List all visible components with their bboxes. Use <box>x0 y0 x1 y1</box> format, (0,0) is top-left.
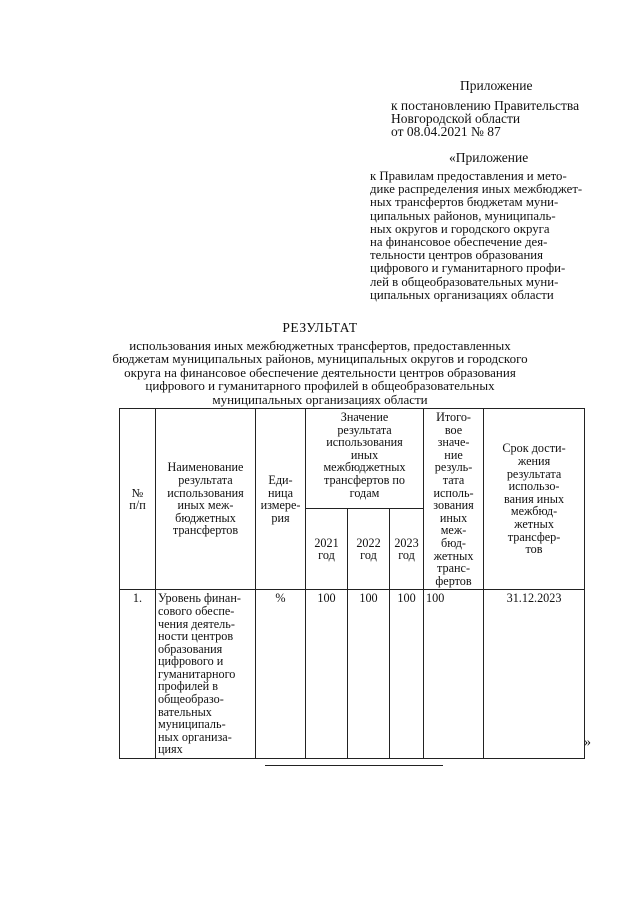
rules-line: ципальных организациях области <box>370 287 554 302</box>
header-year-2021: 2021 год <box>306 509 348 590</box>
row-value-2022: 100 <box>348 590 390 759</box>
resolution-line: Новгородской области <box>391 111 521 126</box>
description-line: бюджетам муниципальных районов, муниципальных округов и городского <box>112 351 528 367</box>
header-name: Наименование результата использования иных меж- бюджетных трансфертов <box>156 409 256 590</box>
rules-line: ных трансфертов бюджетам муни- <box>370 195 559 210</box>
results-table <box>119 408 585 759</box>
row-name: Уровень финан- сового обеспе- чения деятель- ности центров образования цифрового и гуманитарного профилей в общеобразо- вательных муниципаль- ных организа- циях <box>156 590 256 759</box>
header-deadline: Срок дости- жения результата использо- вания иных межбюд- жетных трансфер- тов <box>484 409 585 590</box>
row-value-2021: 100 <box>306 590 348 759</box>
result-description <box>0 339 640 406</box>
header-total: Итого- вое значе- ние резуль- тата исполь- зования иных меж- бюд- жетных транс- фертов <box>424 409 484 590</box>
rules-line: ных округов и городского округа <box>370 221 550 236</box>
resolution-line: к постановлению Правительства <box>391 98 580 113</box>
footer-divider <box>265 765 443 766</box>
resolution-reference <box>391 99 631 138</box>
rules-line: к Правилам предоставления и мето- <box>370 169 567 183</box>
header-num: № п/п <box>120 409 156 590</box>
header-value-group: Значение результата использования иных межбюджетных трансфертов по годам <box>306 409 424 509</box>
rules-appendix-label: «Приложение <box>449 150 529 165</box>
description-line: округа на финансовое обеспечение деятельности центров образования <box>124 364 516 380</box>
rules-line: тельности центров образования <box>370 248 544 263</box>
row-num: 1. <box>120 590 156 759</box>
description-line: муниципальных организациях области <box>212 391 428 407</box>
resolution-line: от 08.04.2021 № 87 <box>391 124 501 139</box>
row-total: 100 <box>424 590 484 759</box>
rules-line: на финансовое обеспечение дея- <box>370 235 548 250</box>
header-unit: Еди- ница измере- рия <box>256 409 306 590</box>
table-row <box>120 590 585 759</box>
header-year-2023: 2023 год <box>390 509 424 590</box>
row-deadline: 31.12.2023 <box>484 590 585 759</box>
rules-line: дике распределения иных межбюджет- <box>370 182 583 197</box>
header-year-2022: 2022 год <box>348 509 390 590</box>
description-line: использования иных межбюджетных трансфертов, предоставленных <box>129 338 511 353</box>
row-unit: % <box>256 590 306 759</box>
row-value-2023: 100 <box>390 590 424 759</box>
closing-quote: » <box>584 735 591 750</box>
rules-line: ципальных районов, муниципаль- <box>370 208 556 223</box>
appendix-label: Приложение <box>460 78 533 93</box>
rules-line: цифрового и гуманитарного профи- <box>370 261 566 276</box>
rules-line: лей в общеобразовательных муни- <box>370 274 559 289</box>
rules-appendix-text <box>370 170 615 302</box>
description-line: цифрового и гуманитарного профилей в общеобразовательных <box>145 378 495 394</box>
result-title: РЕЗУЛЬТАТ <box>282 320 358 335</box>
